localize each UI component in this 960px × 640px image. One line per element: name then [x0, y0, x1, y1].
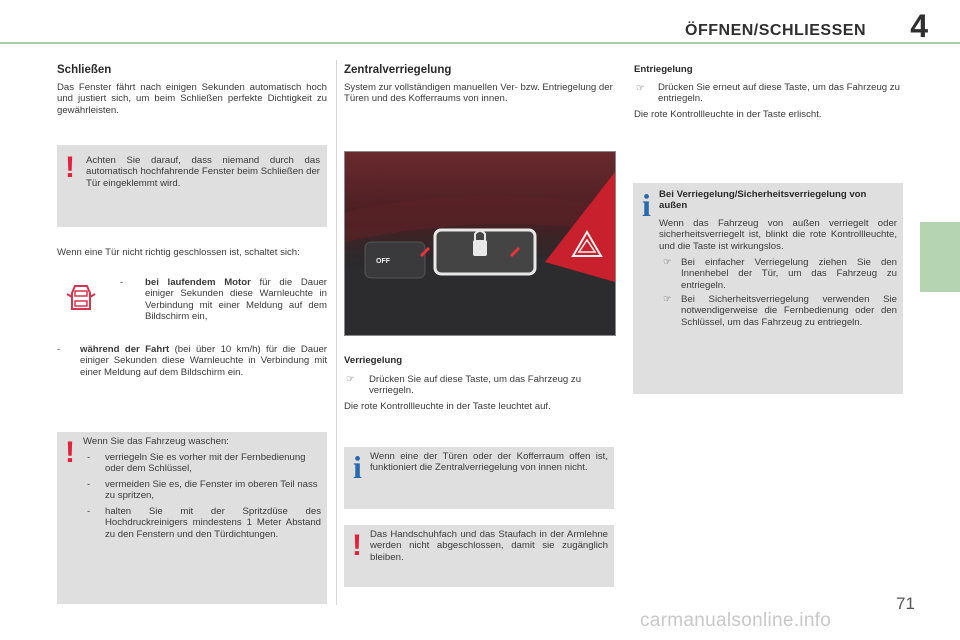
- info-text-external-locking: Wenn das Fahrzeug von außen verriegelt oder sicherheitsverriegelt ist, blinkt die rote Kontrollleuchte, und die Taste ist wirkungslos.: [659, 218, 897, 252]
- unlock-step: Drücken Sie erneut auf diese Taste, um das Fahrzeug zu entriegeln.: [658, 82, 900, 105]
- lock-step: Drücken Sie auf diese Taste, um das Fahrzeug zu verriegeln.: [369, 374, 582, 397]
- step-arrow-icon: ☞: [663, 257, 672, 268]
- door-open-warning-lamp-icon: [66, 283, 96, 315]
- warning-icon: !: [65, 151, 75, 184]
- dash: -: [87, 506, 91, 517]
- unlock-note: Die rote Kontrollleuchte in der Taste erlischt.: [634, 109, 822, 120]
- header-rule: [0, 42, 960, 44]
- engine-running-text: für die Dauer einiger Sekunden diese Warnleuchte in Verbindung mit einer Meldung auf dem Bildschirm ein,: [145, 277, 328, 323]
- unlock-heading: Entriegelung: [634, 64, 693, 75]
- warning-icon: !: [352, 529, 362, 562]
- info-title-external-locking: Bei Verriegelung/Sicherheitsverriegelung von außen: [659, 189, 867, 212]
- page-number: 71: [896, 594, 915, 613]
- off-button-label: OFF: [376, 258, 390, 265]
- washing-item: halten Sie mit der Spritzdüse des Hochdruckreinigers mindestens 1 Meter Abstand zu den Fenstern und den Türdichtungen.: [105, 506, 321, 540]
- column-divider: [336, 60, 337, 605]
- section-heading-zentralverriegelung: Zentralverriegelung: [344, 64, 452, 76]
- door-open-text: Wenn eine Tür nicht richtig geschlossen ist, schaltet sich:: [57, 247, 300, 258]
- info-box-external-locking: [633, 183, 903, 394]
- chapter-title: ÖFFNEN/SCHLIESSEN: [685, 22, 866, 39]
- while-driving-item: [80, 344, 327, 378]
- closing-intro: Das Fenster fährt nach einigen Sekunden automatisch hoch und justiert sich, um beim Schließen perfekte Dichtigkeit zu gewährleisten.: [57, 82, 327, 116]
- washing-item: vermeiden Sie es, die Fenster im oberen Teil nass zu spritzen,: [105, 479, 318, 502]
- warning-box-window: [57, 145, 327, 227]
- section-heading-schliessen: Schließen: [57, 64, 112, 76]
- central-locking-intro: System zur vollständigen manuellen Ver- bzw. Entriegelung der Türen und des Kofferraums von innen.: [344, 82, 613, 105]
- step-arrow-icon: ☞: [346, 374, 355, 385]
- warning-icon: !: [65, 436, 75, 469]
- chapter-number: 4: [910, 8, 928, 44]
- while-driving-label: während der Fahrt: [80, 344, 170, 355]
- while-driving-text: (bei über 10 km/h) für die Dauer einiger Sekunden diese Warnleuchte in Verbindung mit einer Meldung auf dem Bildschirm ein.: [80, 344, 327, 378]
- central-locking-button-photo: [344, 151, 616, 336]
- warning-text-window: Achten Sie darauf, dass niemand durch das automatisch hochfahrende Fenster beim Schließen der Tür eingeklemmt wird.: [86, 155, 320, 189]
- dash-1: -: [120, 277, 124, 288]
- step-arrow-icon: ☞: [663, 294, 672, 305]
- info-item: Bei einfacher Verriegelung ziehen Sie den Innenhebel der Tür, um das Fahrzeug zu entriegeln.: [681, 257, 897, 291]
- chapter-side-tab: [920, 222, 960, 292]
- washing-item: verriegeln Sie es vorher mit der Fernbedienung oder dem Schlüssel,: [105, 452, 306, 475]
- warning-box-washing: [57, 432, 327, 604]
- info-item: Bei Sicherheitsverriegelung verwenden Sie notwendigerweise die Fernbedienung oder den Schlüssel, um das Fahrzeug zu entriegeln.: [681, 294, 897, 328]
- engine-running-label: bei laufendem Motor: [145, 277, 251, 288]
- dash: -: [87, 479, 91, 490]
- watermark-url[interactable]: carmanualsonline.info: [640, 610, 832, 631]
- warning-box-glovebox: [344, 525, 614, 587]
- dash-2: -: [57, 344, 61, 355]
- info-icon: i: [642, 187, 651, 223]
- step-arrow-icon: ☞: [636, 83, 645, 94]
- dash: -: [87, 452, 91, 463]
- lock-note: Die rote Kontrollleuchte in der Taste leuchtet auf.: [344, 401, 551, 412]
- engine-running-item: [145, 277, 327, 323]
- info-text-doors-open: Wenn eine der Türen oder der Kofferraum offen ist, funktioniert die Zentralverriegelung von innen nicht.: [370, 451, 608, 474]
- lock-heading: Verriegelung: [344, 355, 403, 366]
- warning-text-glovebox: Das Handschuhfach und das Staufach in der Armlehne werden nicht abgeschlossen, damit sie zugänglich bleiben.: [370, 529, 608, 563]
- info-icon: i: [353, 449, 362, 485]
- washing-title: Wenn Sie das Fahrzeug waschen:: [83, 436, 229, 447]
- info-box-doors-open: [344, 447, 614, 509]
